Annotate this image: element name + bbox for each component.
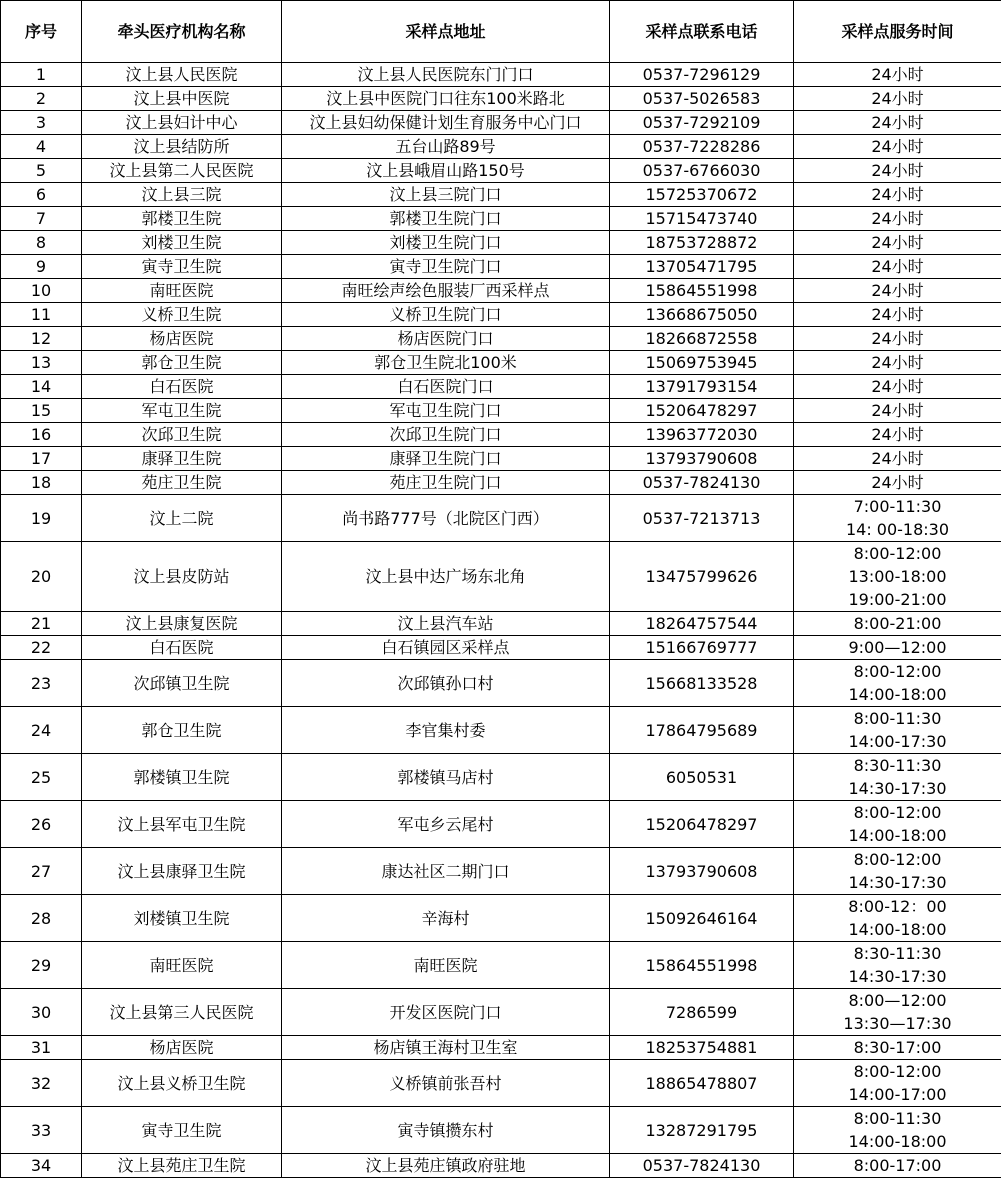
service-time-line: 24小时 xyxy=(794,399,1001,422)
cell-address: 汶上县中达广场东北角 xyxy=(282,542,610,612)
cell-hours xyxy=(794,231,1001,255)
cell-serial: 11 xyxy=(1,303,82,327)
cell-serial: 25 xyxy=(1,754,82,801)
cell-phone: 13963772030 xyxy=(610,423,794,447)
cell-hours xyxy=(794,207,1001,231)
cell-institution: 汶上县第三人民医院 xyxy=(82,989,282,1036)
cell-hours xyxy=(794,542,1001,612)
cell-phone: 13791793154 xyxy=(610,375,794,399)
cell-hours xyxy=(794,495,1001,542)
service-time-line: 24小时 xyxy=(794,63,1001,86)
table-row xyxy=(1,707,1001,754)
service-time-line: 14:00-18:00 xyxy=(794,683,1001,706)
cell-serial: 26 xyxy=(1,801,82,848)
cell-hours xyxy=(794,471,1001,495)
cell-hours xyxy=(794,255,1001,279)
cell-institution: 杨店医院 xyxy=(82,1036,282,1060)
table-row xyxy=(1,1060,1001,1107)
cell-phone: 15864551998 xyxy=(610,942,794,989)
cell-institution: 汶上县军屯卫生院 xyxy=(82,801,282,848)
cell-serial: 24 xyxy=(1,707,82,754)
table-row xyxy=(1,375,1001,399)
cell-phone: 7286599 xyxy=(610,989,794,1036)
service-time-line: 19:00-21:00 xyxy=(794,588,1001,611)
service-time-line: 8:00-12:00 xyxy=(794,1060,1001,1083)
cell-hours xyxy=(794,111,1001,135)
cell-phone: 13475799626 xyxy=(610,542,794,612)
cell-phone: 0537-5026583 xyxy=(610,87,794,111)
cell-address: 苑庄卫生院门口 xyxy=(282,471,610,495)
cell-institution: 郭楼镇卫生院 xyxy=(82,754,282,801)
cell-address: 李官集村委 xyxy=(282,707,610,754)
cell-hours xyxy=(794,707,1001,754)
service-time-line: 24小时 xyxy=(794,327,1001,350)
service-time-line: 24小时 xyxy=(794,351,1001,374)
service-time-line: 8:00-12:00 xyxy=(794,848,1001,871)
table-row xyxy=(1,231,1001,255)
service-time-line: 14:30-17:30 xyxy=(794,777,1001,800)
cell-institution: 康驿卫生院 xyxy=(82,447,282,471)
cell-hours xyxy=(794,942,1001,989)
cell-serial: 4 xyxy=(1,135,82,159)
cell-address: 义桥卫生院门口 xyxy=(282,303,610,327)
cell-institution: 汶上县皮防站 xyxy=(82,542,282,612)
header-address: 采样点地址 xyxy=(282,1,610,63)
cell-address: 次邱镇孙口村 xyxy=(282,660,610,707)
cell-serial: 22 xyxy=(1,636,82,660)
service-time-line: 8:00-21:00 xyxy=(794,612,1001,635)
cell-phone: 13793790608 xyxy=(610,848,794,895)
service-time-line: 24小时 xyxy=(794,207,1001,230)
cell-serial: 34 xyxy=(1,1154,82,1178)
table-row xyxy=(1,801,1001,848)
cell-hours xyxy=(794,1060,1001,1107)
table-row xyxy=(1,1036,1001,1060)
cell-phone: 0537-6766030 xyxy=(610,159,794,183)
cell-serial: 19 xyxy=(1,495,82,542)
cell-phone: 13793790608 xyxy=(610,447,794,471)
service-time-line: 8:00-12:00 xyxy=(794,801,1001,824)
service-time-line: 8:00—12:00 xyxy=(794,989,1001,1012)
table-row xyxy=(1,135,1001,159)
cell-institution: 郭仓卫生院 xyxy=(82,351,282,375)
cell-institution: 次邱卫生院 xyxy=(82,423,282,447)
service-time-line: 24小时 xyxy=(794,87,1001,110)
service-time-line: 24小时 xyxy=(794,447,1001,470)
service-time-line: 14:00-18:00 xyxy=(794,918,1001,941)
cell-serial: 12 xyxy=(1,327,82,351)
service-time-line: 14:00-17:00 xyxy=(794,1083,1001,1106)
cell-institution: 郭仓卫生院 xyxy=(82,707,282,754)
cell-phone: 0537-7228286 xyxy=(610,135,794,159)
service-time-line: 9:00—12:00 xyxy=(794,636,1001,659)
cell-serial: 32 xyxy=(1,1060,82,1107)
cell-phone: 13705471795 xyxy=(610,255,794,279)
cell-phone: 13668675050 xyxy=(610,303,794,327)
cell-hours xyxy=(794,848,1001,895)
cell-hours xyxy=(794,1107,1001,1154)
cell-serial: 23 xyxy=(1,660,82,707)
cell-institution: 刘楼镇卫生院 xyxy=(82,895,282,942)
table-row xyxy=(1,207,1001,231)
cell-phone: 15206478297 xyxy=(610,801,794,848)
cell-hours xyxy=(794,423,1001,447)
cell-address: 杨店医院门口 xyxy=(282,327,610,351)
cell-hours xyxy=(794,989,1001,1036)
cell-address: 五台山路89号 xyxy=(282,135,610,159)
table-row xyxy=(1,1154,1001,1178)
cell-address: 义桥镇前张吾村 xyxy=(282,1060,610,1107)
cell-phone: 0537-7296129 xyxy=(610,63,794,87)
cell-phone: 0537-7824130 xyxy=(610,471,794,495)
cell-address: 南旺绘声绘色服装厂西采样点 xyxy=(282,279,610,303)
table-row xyxy=(1,754,1001,801)
cell-address: 郭仓卫生院北100米 xyxy=(282,351,610,375)
cell-institution: 次邱镇卫生院 xyxy=(82,660,282,707)
cell-address: 寅寺卫生院门口 xyxy=(282,255,610,279)
cell-serial: 10 xyxy=(1,279,82,303)
cell-institution: 寅寺卫生院 xyxy=(82,1107,282,1154)
table-row xyxy=(1,303,1001,327)
cell-address: 康达社区二期门口 xyxy=(282,848,610,895)
service-time-line: 24小时 xyxy=(794,255,1001,278)
table-row xyxy=(1,351,1001,375)
cell-serial: 20 xyxy=(1,542,82,612)
cell-institution: 汶上县妇计中心 xyxy=(82,111,282,135)
cell-institution: 汶上县三院 xyxy=(82,183,282,207)
cell-institution: 汶上县康驿卫生院 xyxy=(82,848,282,895)
service-time-line: 13:30—17:30 xyxy=(794,1012,1001,1035)
table-row xyxy=(1,327,1001,351)
table-row xyxy=(1,848,1001,895)
cell-address: 白石医院门口 xyxy=(282,375,610,399)
cell-hours xyxy=(794,135,1001,159)
cell-address: 尚书路777号（北院区门西） xyxy=(282,495,610,542)
cell-institution: 汶上县苑庄卫生院 xyxy=(82,1154,282,1178)
cell-institution: 白石医院 xyxy=(82,636,282,660)
service-time-line: 24小时 xyxy=(794,279,1001,302)
cell-hours xyxy=(794,303,1001,327)
cell-hours xyxy=(794,1154,1001,1178)
table-row xyxy=(1,183,1001,207)
service-time-line: 24小时 xyxy=(794,135,1001,158)
cell-hours xyxy=(794,87,1001,111)
cell-serial: 31 xyxy=(1,1036,82,1060)
header-serial: 序号 xyxy=(1,1,82,63)
cell-serial: 14 xyxy=(1,375,82,399)
cell-institution: 汶上二院 xyxy=(82,495,282,542)
cell-address: 汶上县三院门口 xyxy=(282,183,610,207)
table-row xyxy=(1,447,1001,471)
cell-serial: 21 xyxy=(1,612,82,636)
cell-address: 汶上县人民医院东门门口 xyxy=(282,63,610,87)
cell-address: 军屯卫生院门口 xyxy=(282,399,610,423)
table-row xyxy=(1,423,1001,447)
cell-institution: 苑庄卫生院 xyxy=(82,471,282,495)
service-time-line: 8:00-11:30 xyxy=(794,1107,1001,1130)
cell-address: 汶上县苑庄镇政府驻地 xyxy=(282,1154,610,1178)
service-time-line: 24小时 xyxy=(794,303,1001,326)
cell-address: 寅寺镇攒东村 xyxy=(282,1107,610,1154)
cell-address: 军屯乡云尾村 xyxy=(282,801,610,848)
service-time-line: 8:00-11:30 xyxy=(794,707,1001,730)
cell-hours xyxy=(794,801,1001,848)
cell-institution: 南旺医院 xyxy=(82,279,282,303)
cell-serial: 9 xyxy=(1,255,82,279)
cell-institution: 汶上县人民医院 xyxy=(82,63,282,87)
cell-phone: 18865478807 xyxy=(610,1060,794,1107)
cell-hours xyxy=(794,63,1001,87)
cell-institution: 汶上县结防所 xyxy=(82,135,282,159)
cell-hours xyxy=(794,895,1001,942)
cell-institution: 刘楼卫生院 xyxy=(82,231,282,255)
service-time-line: 24小时 xyxy=(794,375,1001,398)
cell-serial: 18 xyxy=(1,471,82,495)
cell-institution: 寅寺卫生院 xyxy=(82,255,282,279)
service-time-line: 14:00-18:00 xyxy=(794,824,1001,847)
cell-institution: 汶上县中医院 xyxy=(82,87,282,111)
cell-address: 汶上县汽车站 xyxy=(282,612,610,636)
cell-phone: 18266872558 xyxy=(610,327,794,351)
header-phone: 采样点联系电话 xyxy=(610,1,794,63)
cell-hours xyxy=(794,375,1001,399)
cell-address: 刘楼卫生院门口 xyxy=(282,231,610,255)
table-row xyxy=(1,255,1001,279)
service-time-line: 14:30-17:30 xyxy=(794,871,1001,894)
cell-phone: 15206478297 xyxy=(610,399,794,423)
cell-hours xyxy=(794,351,1001,375)
table-row xyxy=(1,159,1001,183)
cell-phone: 13287291795 xyxy=(610,1107,794,1154)
cell-serial: 8 xyxy=(1,231,82,255)
cell-hours xyxy=(794,279,1001,303)
cell-institution: 南旺医院 xyxy=(82,942,282,989)
cell-phone: 15668133528 xyxy=(610,660,794,707)
table-row xyxy=(1,942,1001,989)
table-row xyxy=(1,399,1001,423)
cell-serial: 7 xyxy=(1,207,82,231)
cell-phone: 18264757544 xyxy=(610,612,794,636)
cell-phone: 15715473740 xyxy=(610,207,794,231)
cell-hours xyxy=(794,447,1001,471)
cell-institution: 汶上县第二人民医院 xyxy=(82,159,282,183)
cell-phone: 17864795689 xyxy=(610,707,794,754)
header-hours: 采样点服务时间 xyxy=(794,1,1001,63)
cell-serial: 27 xyxy=(1,848,82,895)
cell-hours xyxy=(794,636,1001,660)
table-row xyxy=(1,495,1001,542)
cell-phone: 15092646164 xyxy=(610,895,794,942)
service-time-line: 8:00-12：00 xyxy=(794,895,1001,918)
cell-serial: 16 xyxy=(1,423,82,447)
cell-serial: 3 xyxy=(1,111,82,135)
cell-serial: 2 xyxy=(1,87,82,111)
cell-institution: 汶上县义桥卫生院 xyxy=(82,1060,282,1107)
cell-hours xyxy=(794,183,1001,207)
table-row xyxy=(1,660,1001,707)
cell-institution: 汶上县康复医院 xyxy=(82,612,282,636)
service-time-line: 24小时 xyxy=(794,183,1001,206)
cell-institution: 杨店医院 xyxy=(82,327,282,351)
cell-address: 康驿卫生院门口 xyxy=(282,447,610,471)
service-time-line: 8:30-11:30 xyxy=(794,754,1001,777)
table-row xyxy=(1,989,1001,1036)
cell-phone: 15166769777 xyxy=(610,636,794,660)
service-time-line: 8:00-17:00 xyxy=(794,1154,1001,1177)
cell-phone: 18253754881 xyxy=(610,1036,794,1060)
cell-institution: 义桥卫生院 xyxy=(82,303,282,327)
table-body xyxy=(1,63,1001,1178)
table-row xyxy=(1,63,1001,87)
cell-institution: 军屯卫生院 xyxy=(82,399,282,423)
service-time-line: 24小时 xyxy=(794,111,1001,134)
cell-phone: 0537-7213713 xyxy=(610,495,794,542)
service-time-line: 7:00-11:30 xyxy=(794,495,1001,518)
service-time-line: 24小时 xyxy=(794,231,1001,254)
cell-phone: 0537-7824130 xyxy=(610,1154,794,1178)
cell-address: 郭楼镇马店村 xyxy=(282,754,610,801)
cell-address: 汶上县中医院门口往东100米路北 xyxy=(282,87,610,111)
cell-serial: 17 xyxy=(1,447,82,471)
cell-institution: 郭楼卫生院 xyxy=(82,207,282,231)
cell-serial: 30 xyxy=(1,989,82,1036)
cell-phone: 0537-7292109 xyxy=(610,111,794,135)
cell-serial: 1 xyxy=(1,63,82,87)
cell-serial: 6 xyxy=(1,183,82,207)
table-row xyxy=(1,471,1001,495)
table-header-row xyxy=(1,1,1001,63)
service-time-line: 8:30-17:00 xyxy=(794,1036,1001,1059)
table-row xyxy=(1,895,1001,942)
service-time-line: 14: 00-18:30 xyxy=(794,518,1001,541)
cell-serial: 28 xyxy=(1,895,82,942)
table-row xyxy=(1,111,1001,135)
service-time-line: 13:00-18:00 xyxy=(794,565,1001,588)
service-time-line: 24小时 xyxy=(794,471,1001,494)
service-time-line: 24小时 xyxy=(794,159,1001,182)
cell-phone: 6050531 xyxy=(610,754,794,801)
table-row xyxy=(1,1107,1001,1154)
cell-hours xyxy=(794,327,1001,351)
cell-phone: 15725370672 xyxy=(610,183,794,207)
service-time-line: 14:00-17:30 xyxy=(794,730,1001,753)
cell-phone: 18753728872 xyxy=(610,231,794,255)
cell-address: 郭楼卫生院门口 xyxy=(282,207,610,231)
cell-serial: 33 xyxy=(1,1107,82,1154)
cell-address: 开发区医院门口 xyxy=(282,989,610,1036)
cell-serial: 15 xyxy=(1,399,82,423)
cell-hours xyxy=(794,159,1001,183)
table-row xyxy=(1,542,1001,612)
header-institution: 牵头医疗机构名称 xyxy=(82,1,282,63)
cell-address: 辛海村 xyxy=(282,895,610,942)
table-row xyxy=(1,636,1001,660)
service-time-line: 14:30-17:30 xyxy=(794,965,1001,988)
table-row xyxy=(1,612,1001,636)
cell-address: 杨店镇王海村卫生室 xyxy=(282,1036,610,1060)
cell-hours xyxy=(794,754,1001,801)
table-row xyxy=(1,87,1001,111)
cell-hours xyxy=(794,1036,1001,1060)
cell-address: 白石镇园区采样点 xyxy=(282,636,610,660)
service-time-line: 14:00-18:00 xyxy=(794,1130,1001,1153)
cell-hours xyxy=(794,399,1001,423)
cell-phone: 15864551998 xyxy=(610,279,794,303)
cell-hours xyxy=(794,660,1001,707)
service-time-line: 24小时 xyxy=(794,423,1001,446)
cell-institution: 白石医院 xyxy=(82,375,282,399)
cell-address: 次邱卫生院门口 xyxy=(282,423,610,447)
table-row xyxy=(1,279,1001,303)
service-time-line: 8:30-11:30 xyxy=(794,942,1001,965)
cell-address: 汶上县妇幼保健计划生育服务中心门口 xyxy=(282,111,610,135)
cell-serial: 13 xyxy=(1,351,82,375)
cell-hours xyxy=(794,612,1001,636)
cell-phone: 15069753945 xyxy=(610,351,794,375)
cell-serial: 29 xyxy=(1,942,82,989)
cell-address: 汶上县峨眉山路150号 xyxy=(282,159,610,183)
cell-address: 南旺医院 xyxy=(282,942,610,989)
cell-serial: 5 xyxy=(1,159,82,183)
service-time-line: 8:00-12:00 xyxy=(794,660,1001,683)
service-time-line: 8:00-12:00 xyxy=(794,542,1001,565)
